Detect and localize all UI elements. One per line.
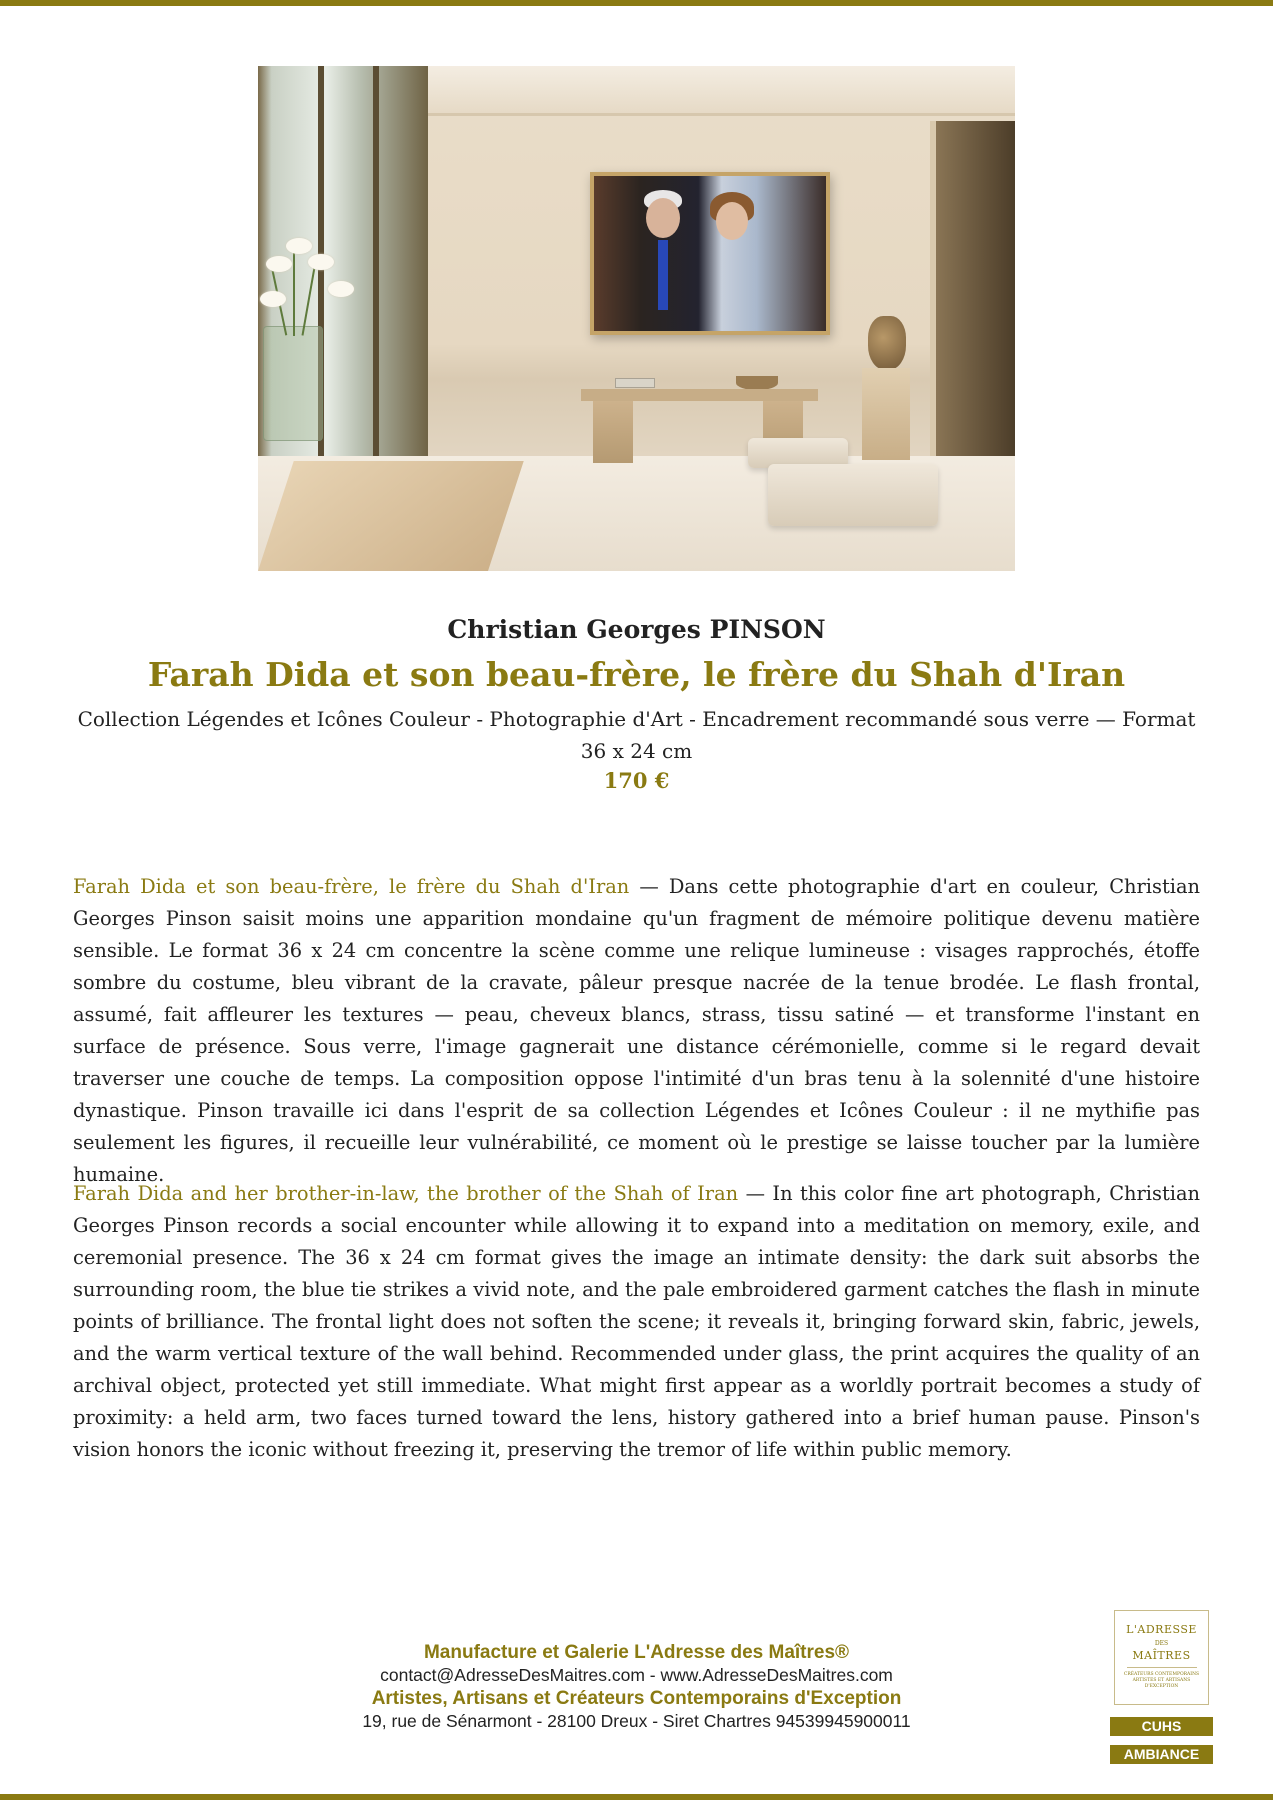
doorway [930, 121, 1015, 456]
gallery-tagline: Artistes, Artisans et Créateurs Contemporains d'Exception [371, 1688, 902, 1709]
marble-counter [258, 461, 524, 571]
artwork-title: Farah Dida et son beau-frère, le frère du Shah d'Iran [147, 655, 1126, 694]
decorative-bowl [736, 376, 778, 390]
artist-name: Christian Georges PINSON [447, 615, 826, 644]
artwork-room-photo [258, 66, 1015, 571]
lily-flower [260, 291, 286, 307]
pedestal [862, 368, 910, 460]
logo-line-1: L'ADRESSE [1126, 1623, 1197, 1636]
console-leg [593, 401, 633, 463]
logo-line-2: DES [1154, 1640, 1169, 1647]
description-french-text: — Dans cette photographie d'art en couleur, Christian Georges Pinson saisit moins une apparition mondaine qu'un fragment de mémoire politique devenu matière sensible. Le format 36 x 24 cm concentre la scène comme une relique lumineuse : visages rapprochés, étoffe sombre du costume, bleu vibrant de la cravate, pâleur presque nacrée de la tenue brodée. Le flash frontal, assumé, fait affleurer les textures — peau, cheveux blancs, strass, tissu satiné — et transforme l'instant en surface de présence. Sous verre, l'image gagnerait une distance cérémonielle, comme si le regard devait traverser une couche de temps. La composition oppose l'intimité d'un bras tenu à la solennité d'une histoire dynastique. Pinson travaille ici dans l'esprit de sa collection Légendes et Icônes Couleur : il ne mythifie pas seulement les figures, il recueille leur vulnérabilité, ce moment où le prestige se laisse toucher par la lumière humaine. [73, 875, 1200, 1186]
description-french-lead: Farah Dida et son beau-frère, le frère du Shah d'Iran [73, 875, 630, 898]
stacked-books [615, 378, 655, 388]
lily-flower [286, 238, 312, 254]
blue-tie [658, 240, 668, 310]
contact-info: contact@AdresseDesMaitres.com - www.AdresseDesMaitres.com [380, 1665, 893, 1685]
window-mullion [373, 66, 379, 486]
lily-flower [308, 254, 334, 270]
description-english [73, 1178, 1200, 1466]
logo-line-3: MAÎTRES [1132, 1649, 1191, 1662]
man-face [646, 198, 680, 238]
artwork-price: 170 € [603, 768, 670, 793]
bench [768, 464, 938, 526]
logo-line-4: CRÉATEURS CONTEMPORAINS ARTISTES ET ARTISANS D'EXCEPTION [1123, 1672, 1200, 1689]
urn-vase [868, 316, 906, 370]
gallery-name: Manufacture et Galerie L'Adresse des Maîtres® [423, 1642, 850, 1663]
lily-flower [328, 281, 354, 297]
description-french [73, 871, 1200, 1191]
lily-stem [293, 246, 295, 336]
ambiance-badge: AMBIANCE [1110, 1745, 1213, 1764]
gallery-logo [1114, 1610, 1209, 1705]
glass-vase [263, 326, 323, 441]
bottom-border-bar [0, 1794, 1273, 1800]
description-english-text: — In this color fine art photograph, Christian Georges Pinson records a social encounter while allowing it to expand into a meditation on memory, exile, and ceremonial presence. The 36 x 24 cm format gives the image an intimate density: the dark suit absorbs the surrounding room, the blue tie strikes a vivid note, and the pale embroidered garment catches the flash in minute points of brilliance. The frontal light does not soften the scene; it reveals it, bringing forward skin, fabric, jewels, and the warm vertical texture of the wall behind. Recommended under glass, the print acquires the quality of an archival object, protected yet still immediate. What might first appear as a worldly portrait becomes a study of proximity: a held arm, two faces turned toward the lens, history gathered into a brief human pause. Pinson's vision honors the iconic without freezing it, preserving the tremor of life within public memory. [73, 1182, 1200, 1461]
portrait-photo [594, 176, 826, 331]
cuhs-badge: CUHS [1110, 1717, 1213, 1736]
console-table [581, 389, 818, 401]
artwork-subtitle: Collection Légendes et Icônes Couleur - Photographie d'Art - Encadrement recommandé sous verre — Format 36 x 24 cm [77, 707, 1196, 763]
top-border-bar [0, 0, 1273, 6]
woman-face [716, 202, 748, 240]
gallery-address: 19, rue de Sénarmont - 28100 Dreux - Siret Chartres 94539945900011 [362, 1711, 911, 1731]
footer [0, 1641, 1273, 1733]
description-english-lead: Farah Dida and her brother-in-law, the brother of the Shah of Iran [73, 1182, 739, 1205]
logo-divider [1127, 1667, 1197, 1668]
lily-flower [266, 256, 292, 272]
framed-photograph [590, 172, 830, 335]
